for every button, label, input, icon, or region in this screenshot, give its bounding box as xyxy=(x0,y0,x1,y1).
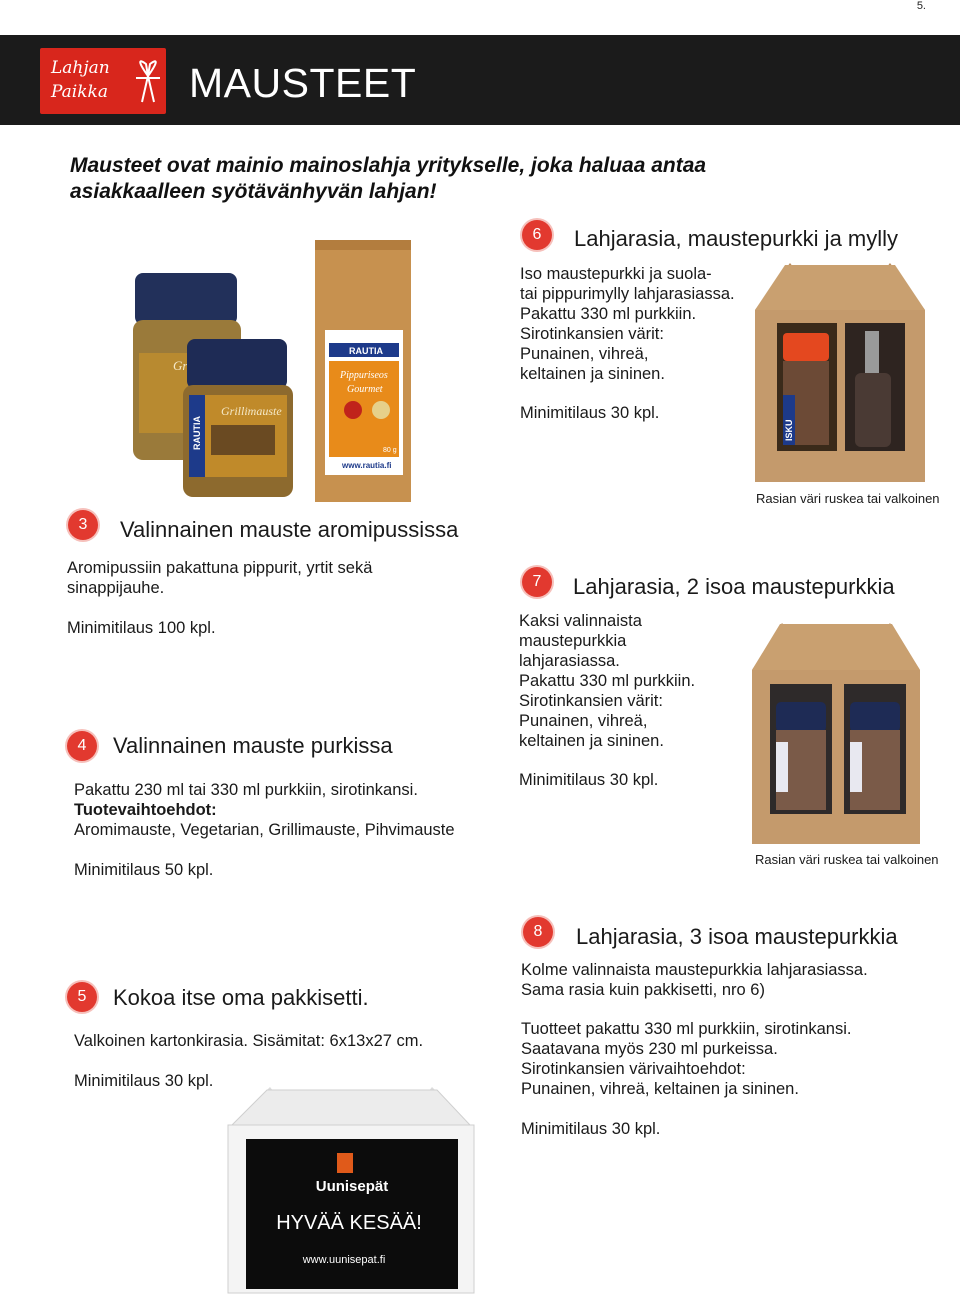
product-3-description xyxy=(67,558,372,598)
desc-line: keltainen ja sininen. xyxy=(520,365,665,383)
desc-line: Punainen, vihreä, keltainen ja sininen. xyxy=(521,1080,799,1098)
page-number: 5. xyxy=(916,0,926,12)
desc-line: Kaksi valinnaista xyxy=(519,612,642,630)
jar-front-label: Grillimauste xyxy=(221,404,282,418)
bag-weight: 80 g xyxy=(383,447,397,454)
desc-line: maustepurkkia xyxy=(519,632,627,650)
product-6-description xyxy=(520,264,760,384)
box-5-greeting: HYVÄÄ KESÄÄ! xyxy=(276,1212,422,1234)
product-8-title: Lahjarasia, 3 isoa maustepurkkia xyxy=(576,924,898,949)
bag-label-2: Gourmet xyxy=(347,384,383,395)
product-7-minimum: Minimitilaus 30 kpl. xyxy=(519,771,659,789)
desc-line: Punainen, vihreä, xyxy=(519,712,648,730)
desc-line: Pakattu 330 ml purkkiin. xyxy=(520,305,697,323)
desc-line: Pakattu 330 ml purkkiin. xyxy=(519,672,696,690)
ribbon-bow-icon xyxy=(136,56,160,104)
intro-text: Mausteet ovat mainio mainoslahja yritykselle, joka haluaa antaa asiakkaalleen syötävänhyvän lahjan! xyxy=(70,154,707,203)
product-8-description xyxy=(521,960,941,1099)
desc-line: Sama rasia kuin pakkisetti, nro 6) xyxy=(521,981,765,999)
desc-line: sinappijauhe. xyxy=(67,579,165,597)
desc-line: Aromipussiin pakattuna pippurit, yrtit sekä xyxy=(67,559,373,577)
desc-line: Pakattu 230 ml tai 330 ml purkkiin, sirotinkansi. xyxy=(74,781,418,799)
product-6-caption: Rasian väri ruskea tai valkoinen xyxy=(756,491,940,506)
desc-line: Saatavana myös 230 ml purkeissa. xyxy=(521,1040,778,1058)
product-number-badge: 8 xyxy=(523,917,553,947)
desc-line: lahjarasiassa. xyxy=(519,652,620,670)
product-5-description: Valkoinen kartonkirasia. Sisämitat: 6x13x27 cm. xyxy=(74,1032,424,1050)
product-5-minimum: Minimitilaus 30 kpl. xyxy=(74,1072,214,1090)
product-4-minimum: Minimitilaus 50 kpl. xyxy=(74,861,214,879)
product-7-caption: Rasian väri ruskea tai valkoinen xyxy=(755,852,939,867)
spice-jars-and-bag-image xyxy=(125,235,415,505)
logo-text-line2: Paikka xyxy=(51,82,108,102)
jar-back-label: Gr xyxy=(173,358,188,373)
white-carton-box-image xyxy=(222,1085,480,1295)
product-number-badge: 5 xyxy=(67,982,97,1012)
gift-box-two-jars-image xyxy=(752,618,920,846)
product-4-description xyxy=(74,780,455,840)
desc-line: Sirotinkansien värit: xyxy=(519,692,663,710)
jar-brand: RAUTIA xyxy=(192,416,202,450)
desc-line: tai pippurimylly lahjarasiassa. xyxy=(520,285,735,303)
product-7-title: Lahjarasia, 2 isoa maustepurkkia xyxy=(573,574,895,599)
desc-line: Sirotinkansien värivaihtoehdot: xyxy=(521,1060,746,1078)
desc-line: Sirotinkansien värit: xyxy=(520,325,664,343)
box-5-brand: Uunisepät xyxy=(315,1178,389,1195)
brand-logo xyxy=(40,48,166,114)
product-number-badge: 7 xyxy=(522,567,552,597)
box-6-brand: ISKU xyxy=(784,419,794,441)
desc-line: Iso maustepurkki ja suola- xyxy=(520,265,712,283)
product-3-minimum: Minimitilaus 100 kpl. xyxy=(67,619,216,637)
product-3-title: Valinnainen mauste aromipussissa xyxy=(120,517,459,542)
desc-line: Tuotteet pakattu 330 ml purkkiin, sirotinkansi. xyxy=(521,1020,852,1038)
product-number-badge: 3 xyxy=(68,510,98,540)
product-6-title: Lahjarasia, maustepurkki ja mylly xyxy=(574,226,899,251)
bag-label-1: Pippuriseos xyxy=(340,370,388,381)
variants-list: Aromimauste, Vegetarian, Grillimauste, Pihvimauste xyxy=(74,821,455,839)
product-5-title: Kokoa itse oma pakkisetti. xyxy=(113,985,369,1010)
product-6-minimum: Minimitilaus 30 kpl. xyxy=(520,404,660,422)
bag-brand: RAUTIA xyxy=(349,346,383,356)
desc-line: Punainen, vihreä, xyxy=(520,345,649,363)
desc-line: Kolme valinnaista maustepurkkia lahjarasiassa. xyxy=(521,961,868,979)
page-title: MAUSTEET xyxy=(189,60,417,106)
desc-line: keltainen ja sininen. xyxy=(519,732,664,750)
box-5-url: www.uunisepat.fi xyxy=(302,1254,386,1266)
bag-url: www.rautia.fi xyxy=(342,461,392,470)
product-7-description xyxy=(519,611,739,751)
product-8-minimum: Minimitilaus 30 kpl. xyxy=(521,1120,661,1138)
product-number-badge: 4 xyxy=(67,731,97,761)
product-number-badge: 6 xyxy=(522,220,552,250)
product-4-title: Valinnainen mauste purkissa xyxy=(113,733,393,758)
logo-text-line1: Lahjan xyxy=(51,58,110,78)
variants-label: Tuotevaihtoehdot: xyxy=(74,801,217,819)
gift-box-jar-and-mill-image xyxy=(755,255,925,483)
